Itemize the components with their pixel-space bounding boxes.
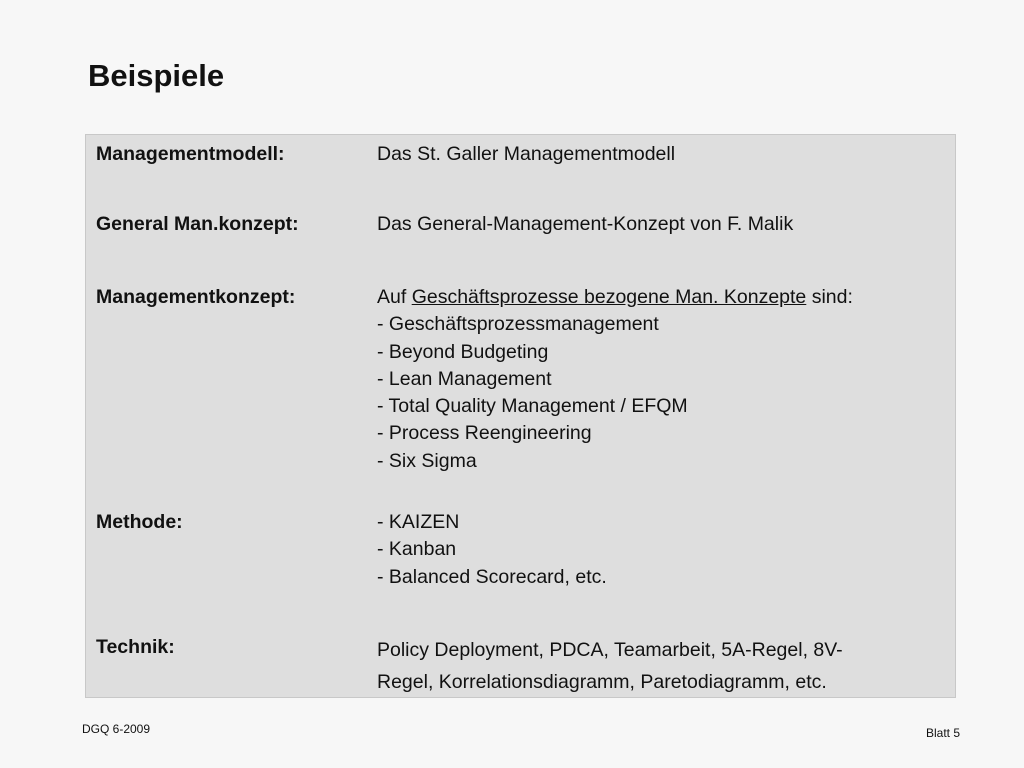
examples-table xyxy=(85,134,956,698)
row-value: Das St. Galler Managementmodell xyxy=(377,143,676,165)
intro-suffix: sind: xyxy=(806,286,853,308)
row-label: Managementmodell: xyxy=(96,143,285,165)
slide-title: Beispiele xyxy=(88,58,225,93)
footer-page-number: Blatt 5 xyxy=(926,726,961,740)
row-label: Methode: xyxy=(96,511,183,533)
intro-link-text: Geschäftsprozesse bezogene Man. Konzepte xyxy=(411,286,807,308)
row-value xyxy=(377,284,947,475)
intro-prefix: Auf xyxy=(377,286,412,308)
list-item: - Process Reengineering xyxy=(377,422,592,445)
list-item: - KAIZEN xyxy=(377,511,460,533)
text-line: Regel, Korrelationsdiagramm, Paretodiagramm, etc. xyxy=(377,671,827,693)
list-item: - Kanban xyxy=(377,538,457,561)
row-label: General Man.konzept: xyxy=(96,213,299,235)
text-line: Policy Deployment, PDCA, Teamarbeit, 5A-Regel, 8V- xyxy=(377,639,843,661)
list-item: - Six Sigma xyxy=(377,449,477,472)
row-label: Technik: xyxy=(96,636,175,658)
list-item: - Lean Management xyxy=(377,367,552,390)
list-item: - Balanced Scorecard, etc. xyxy=(377,565,607,588)
list-item: - Geschäftsprozessmanagement xyxy=(377,313,659,336)
intro-line xyxy=(377,284,947,311)
list-item: - Beyond Budgeting xyxy=(377,340,549,363)
footer-date: DGQ 6-2009 xyxy=(82,722,151,736)
list-item: - Total Quality Management / EFQM xyxy=(377,395,688,418)
row-value xyxy=(377,634,947,698)
row-value xyxy=(377,509,947,591)
row-value: Das General-Management-Konzept von F. Malik xyxy=(377,213,794,235)
row-label: Managementkonzept: xyxy=(96,286,296,308)
